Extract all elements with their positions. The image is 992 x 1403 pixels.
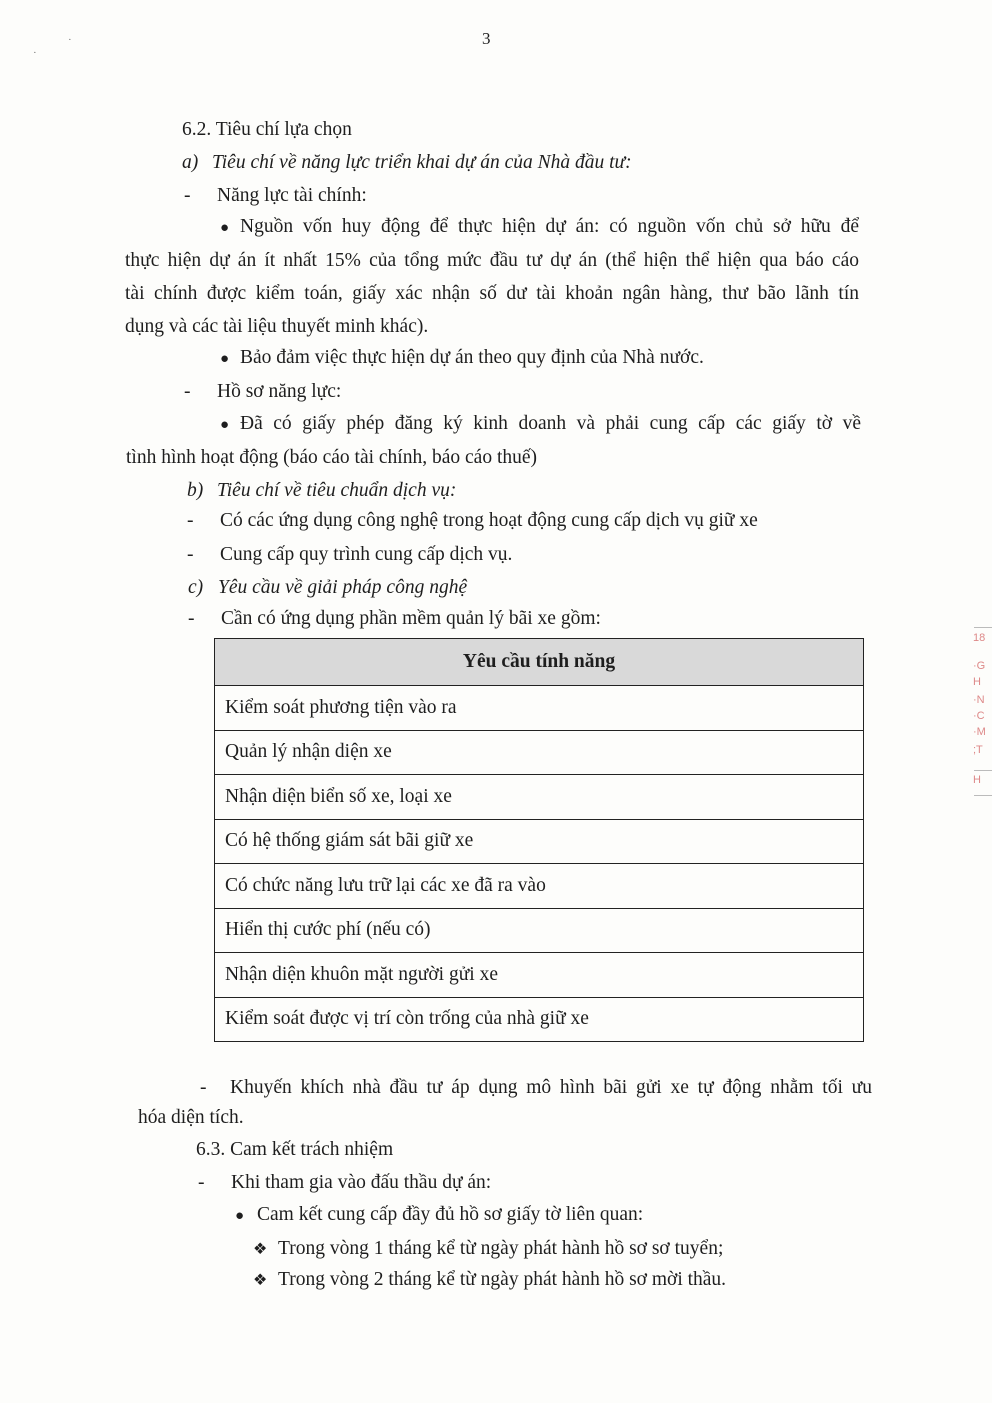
table-row: Quản lý nhận diện xe	[215, 730, 863, 775]
diamond-bullet-icon: ❖	[253, 1272, 268, 1289]
scan-speck: ·	[33, 47, 37, 59]
stamp-edge-mark: H	[973, 774, 981, 786]
bullet-icon: ●	[220, 351, 230, 367]
service-item-1: - Có các ứng dụng công nghệ trong hoạt động cung cấp dịch vụ giữ xe	[187, 510, 758, 531]
table-row: Có chức năng lưu trữ lại các xe đã ra vào	[215, 863, 863, 908]
dash-marker: -	[184, 381, 191, 402]
table-row: Nhận diện biển số xe, loại xe	[215, 774, 863, 819]
dash-marker: -	[184, 185, 191, 206]
stamp-edge-mark: ;T	[973, 744, 983, 756]
license-bullet-line-2: tình hình hoạt động (báo cáo tài chính, báo cáo thuế)	[126, 447, 538, 468]
feature-requirements-table	[214, 638, 864, 1042]
bullet-icon: ●	[220, 220, 230, 236]
table-row: Kiểm soát được vị trí còn trống của nhà giữ xe	[215, 997, 863, 1042]
financial-capacity-item	[184, 184, 367, 208]
stamp-edge-mark: H	[973, 676, 981, 688]
criteria-c-line	[188, 576, 467, 600]
service-item-2: - Cung cấp quy trình cung cấp dịch vụ.	[187, 544, 513, 565]
table-row: Nhận diện khuôn mặt người gửi xe	[215, 952, 863, 997]
table-row: Có hệ thống giám sát bãi giữ xe	[215, 819, 863, 864]
stamp-edge-mark: 1​8	[973, 632, 986, 644]
diamond-bullet-icon: ❖	[253, 1241, 268, 1258]
capital-bullet-line-4: dụng và các tài liệu thuyết minh khác).	[125, 316, 429, 337]
criteria-b-line	[187, 479, 456, 503]
profile-item	[184, 380, 341, 404]
stamp-edge-mark: ·C	[973, 710, 985, 722]
page-number: 3	[482, 29, 491, 48]
bullet-icon: ●	[235, 1208, 245, 1224]
criteria-b-label: b)	[187, 480, 204, 501]
capital-bullet-line-1: ● Nguồn vốn huy động để thực hiện dự án: có nguồn vốn chủ sở hữu để	[220, 215, 859, 240]
guarantee-bullet: ● Bảo đảm việc thực hiện dự án theo quy định của Nhà nước.	[220, 346, 704, 371]
dash-marker: -	[200, 1077, 207, 1098]
stamp-edge-line	[974, 770, 992, 771]
table-row: Kiểm soát phương tiện vào ra	[215, 685, 863, 730]
financial-capacity-title: Năng lực tài chính:	[217, 185, 367, 206]
stamp-edge-mark: ·N	[973, 694, 985, 706]
profile-title: Hồ sơ năng lực:	[217, 381, 342, 402]
criteria-b-title: Tiêu chí về tiêu chuẩn dịch vụ:	[217, 480, 457, 501]
criteria-a-label: a)	[182, 152, 199, 173]
stamp-edge-line	[974, 795, 992, 796]
table-row: Hiển thị cước phí (nếu có)	[215, 908, 863, 953]
deadline-item-1: ❖ Trong vòng 1 tháng kể từ ngày phát hành hồ sơ sơ tuyển;	[253, 1237, 723, 1262]
tender-item: - Khi tham gia vào đấu thầu dự án:	[198, 1172, 492, 1193]
deadline-item-2: ❖ Trong vòng 2 tháng kể từ ngày phát hành hồ sơ mời thầu.	[253, 1268, 726, 1293]
dash-marker: -	[187, 544, 194, 565]
section-6-2-heading: 6.2. Tiêu chí lựa chọn	[182, 119, 352, 140]
stamp-edge-mark: ·M	[973, 726, 986, 738]
commit-bullet: ● Cam kết cung cấp đầy đủ hồ sơ giấy tờ liên quan:	[235, 1203, 643, 1228]
dash-marker: -	[188, 608, 195, 629]
criteria-a-title: Tiêu chí về năng lực triển khai dự án của Nhà đầu tư:	[212, 152, 632, 173]
dash-marker: -	[187, 510, 194, 531]
bullet-icon: ●	[220, 417, 230, 433]
capital-bullet-line-3: tài chính được kiểm toán, giấy xác nhận số dư tài khoản ngân hàng, thư bão lãnh tín	[125, 283, 859, 304]
criteria-c-title: Yêu cầu về giải pháp công nghệ	[218, 577, 468, 598]
stamp-edge-line	[974, 627, 992, 628]
criteria-c-label: c)	[188, 577, 204, 598]
capital-bullet-line-2: thực hiện dự án ít nhất 15% của tổng mức đầu tư dự án (thể hiện thể hiện qua báo cáo	[125, 250, 859, 271]
stamp-edge-mark: ·G	[973, 660, 986, 672]
encourage-line-2: hóa diện tích.	[138, 1107, 244, 1128]
encourage-line-1: - Khuyến khích nhà đầu tư áp dụng mô hình bãi gửi xe tự động nhằm tối ưu	[200, 1077, 872, 1098]
software-item: - Cần có ứng dụng phần mềm quản lý bãi xe gồm:	[188, 608, 601, 629]
dash-marker: -	[198, 1172, 205, 1193]
section-6-3-heading: 6.3. Cam kết trách nhiệm	[196, 1139, 394, 1160]
scan-speck: ·	[68, 34, 72, 46]
criteria-a-line	[182, 151, 632, 175]
license-bullet-line-1: ● Đã có giấy phép đăng ký kinh doanh và phải cung cấp các giấy tờ về	[220, 412, 861, 437]
table-header: Yêu cầu tính năng	[215, 639, 863, 685]
